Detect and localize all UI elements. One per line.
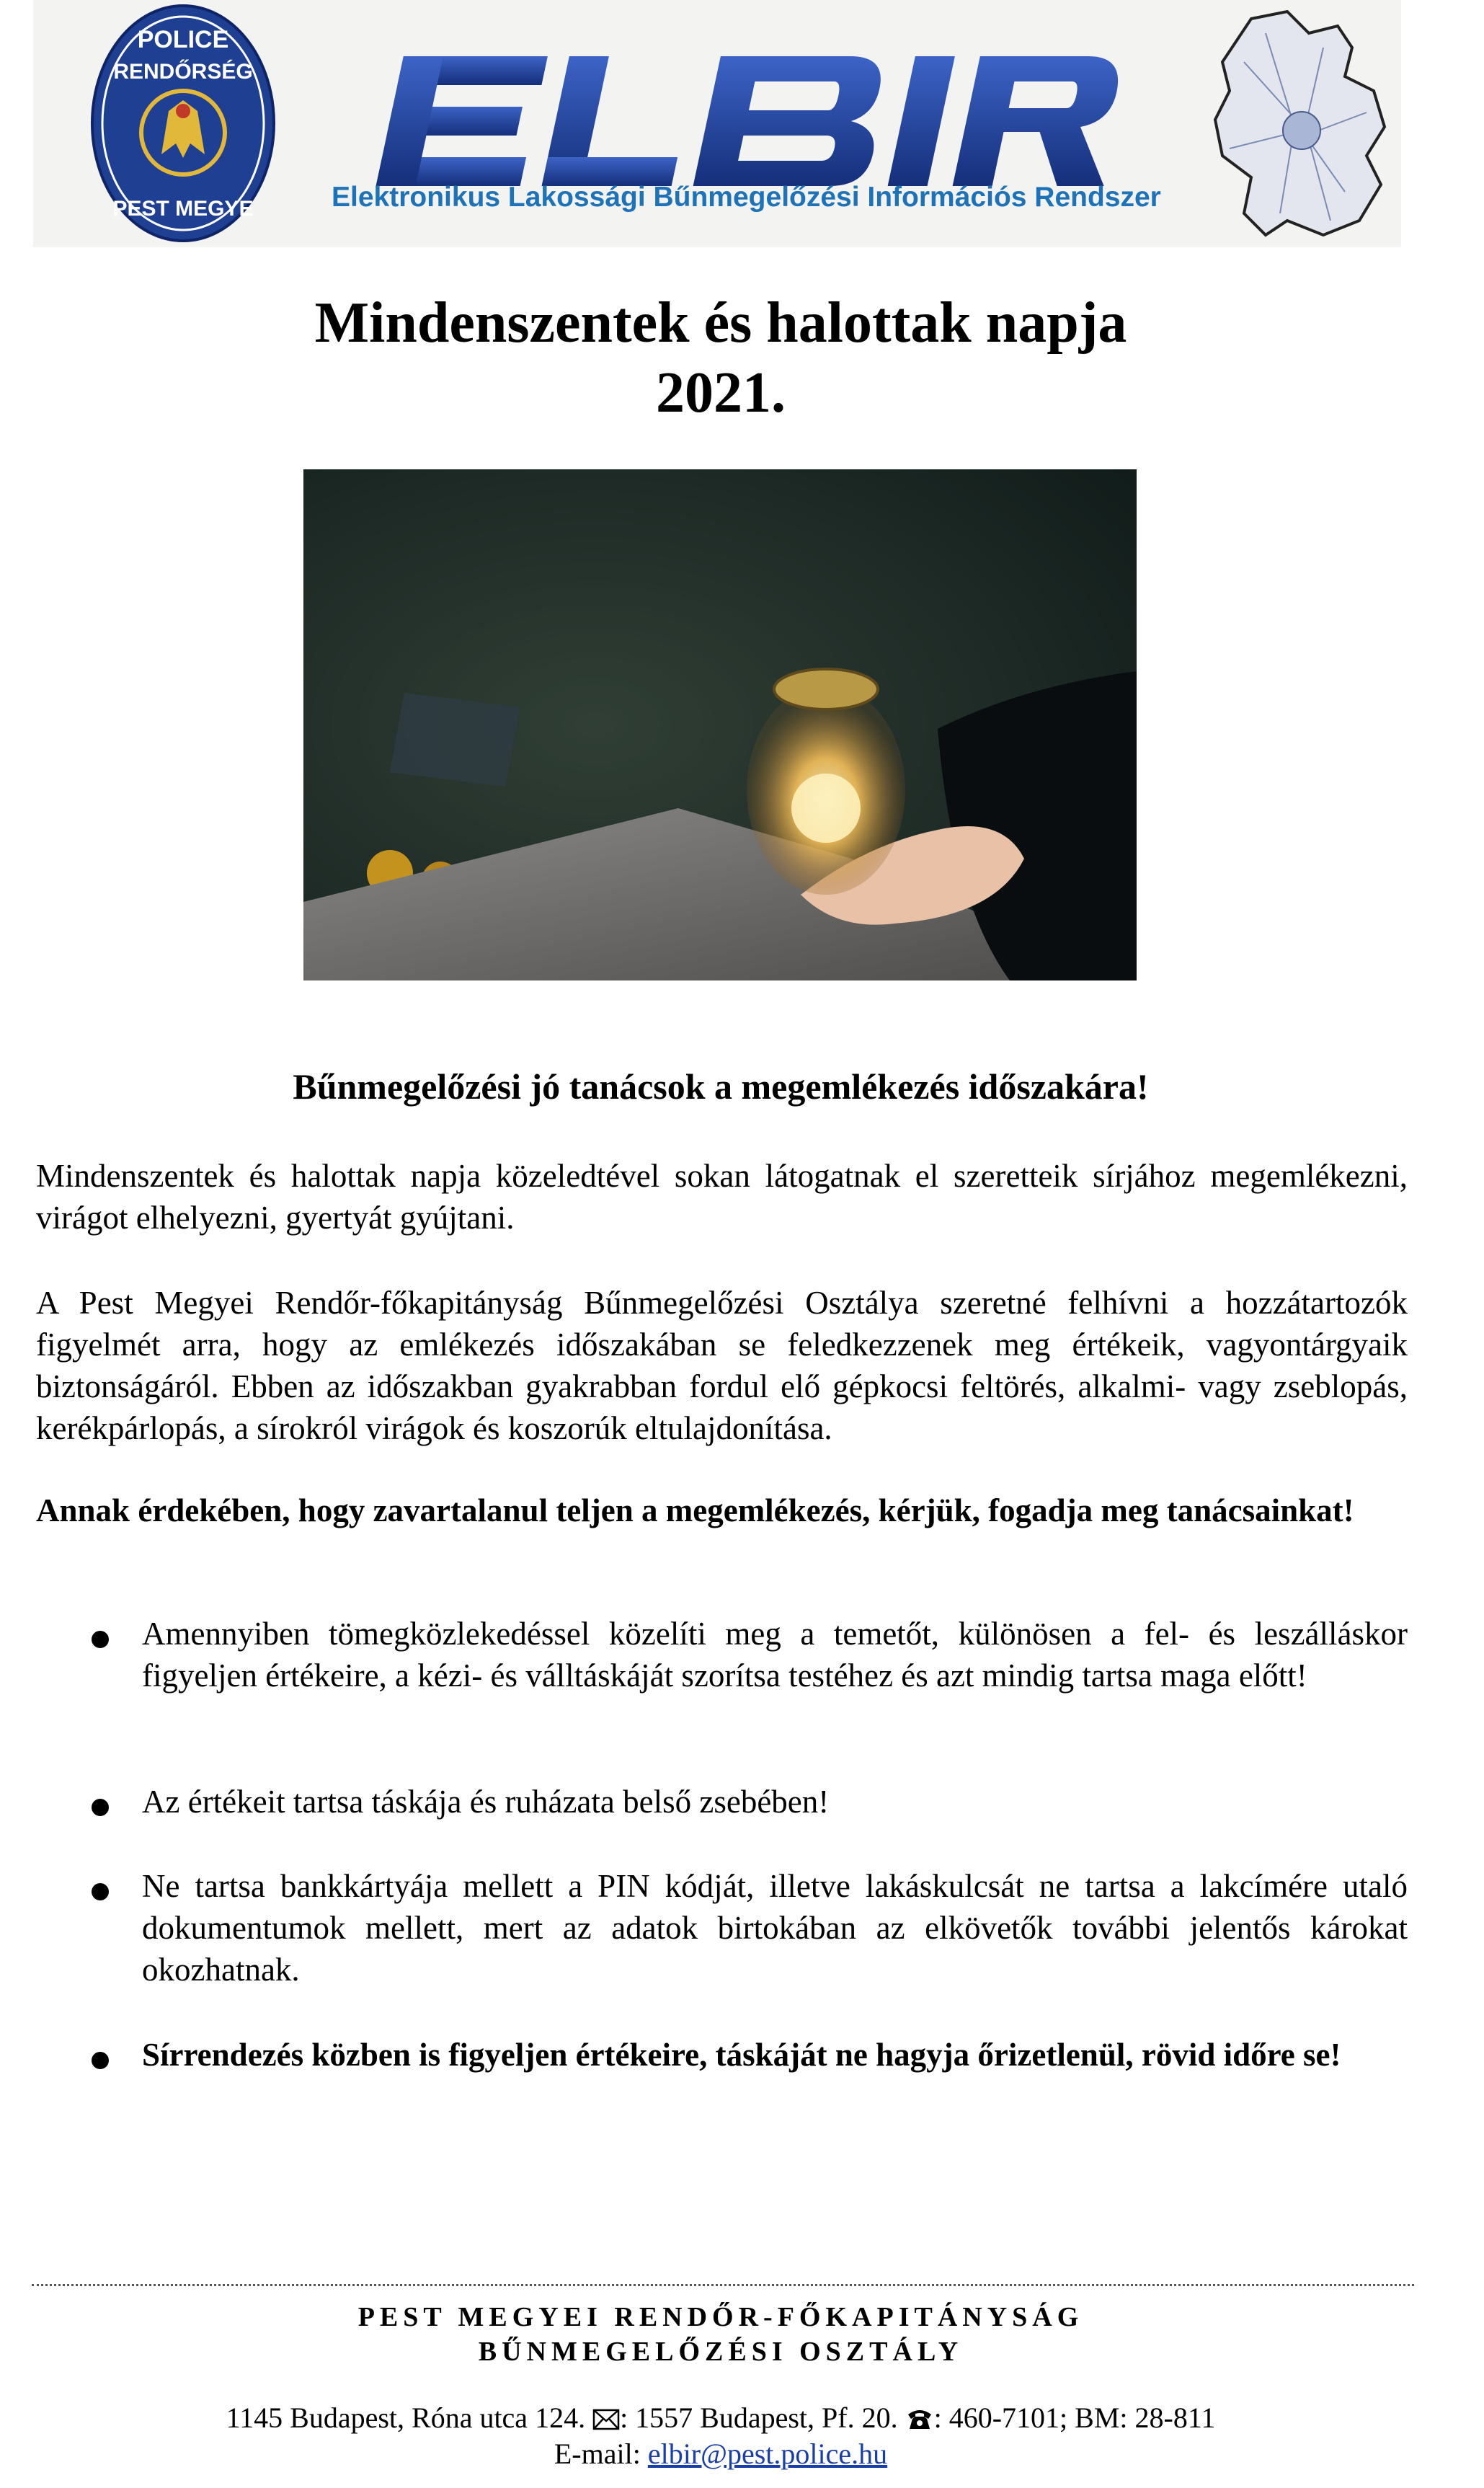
bullet-item: Sírrendezés közben is figyeljen értékeire, táskáját ne hagyja őrizetlenül, rövid időre se! xyxy=(142,2037,1341,2073)
footer-phone: : 460-7101; BM: 28-811 xyxy=(933,2401,1216,2434)
bullet-marker xyxy=(92,2052,109,2069)
footer-address: 1145 Budapest, Róna utca 124. xyxy=(226,2401,586,2434)
page-title: Mindenszentek és halottak napja xyxy=(314,291,1127,355)
intro-paragraph: Mindenszentek és halottak napja közeledtével sokan látogatnak el szeretteik sírjához megemlékezni, virágot elhelyezni, gyertyát gyújtani. xyxy=(36,1158,1408,1236)
svg-text:PEST MEGYE: PEST MEGYE xyxy=(112,197,254,221)
footer-divider xyxy=(32,2284,1414,2286)
candle-photo xyxy=(303,469,1137,980)
page-title-year: 2021. xyxy=(656,361,786,425)
svg-text:POLICE: POLICE xyxy=(137,26,229,53)
bullet-item: Amennyiben tömegközlekedéssel közelíti meg a temetőt, különösen a fel- és leszálláskor figyeljen értékeire, a kézi- és válltáskáját szorítsa testéhez és azt mindig tartsa maga előtt! xyxy=(142,1616,1408,1694)
bullet-marker xyxy=(92,1799,109,1816)
bullet-marker xyxy=(92,1631,109,1648)
bullet-marker xyxy=(92,1883,109,1900)
elbir-wordmark-logo xyxy=(362,49,1119,193)
bullet-item: Ne tartsa bankkártyája mellett a PIN kódját, illetve lakáskulcsát ne tartsa a lakcímére utaló dokumentumok mellett, mert az adatok birtokában az elkövetők további jelentős károkat okozhatnak. xyxy=(142,1868,1408,1988)
email-link[interactable]: elbir@pest.police.hu xyxy=(647,2438,888,2470)
footer-department: BŰNMEGELŐZÉSI OSZTÁLY xyxy=(478,2337,964,2367)
footer-email-line xyxy=(0,2437,1441,2471)
footer-postal: : 1557 Budapest, Pf. 20. xyxy=(620,2401,898,2434)
section-heading: Bűnmegelőzési jó tanácsok a megemlékezés időszakára! xyxy=(293,1066,1149,1107)
envelope-icon xyxy=(592,2409,620,2430)
telephone-icon xyxy=(905,2407,934,2430)
footer-org-name: PEST MEGYEI RENDŐR-FŐKAPITÁNYSÁG xyxy=(357,2302,1084,2332)
footer-email-label: E-mail: xyxy=(554,2438,648,2470)
svg-text:RENDŐRSÉG: RENDŐRSÉG xyxy=(113,60,253,84)
bullet-item: Az értékeit tartsa táskája és ruházata belső zsebében! xyxy=(142,1784,830,1820)
header-banner xyxy=(33,0,1401,247)
logo-subtitle: Elektronikus Lakossági Bűnmegelőzési Információs Rendszer xyxy=(332,182,1161,213)
pest-county-map-icon xyxy=(1201,4,1403,246)
body-paragraph: A Pest Megyei Rendőr-főkapitányság Bűnmegelőzési Osztálya szeretné felhívni a hozzátartozók figyelmét arra, hogy az emlékezés időszakában se feledkezzenek meg értékeik, vagyontárgyaik biztonságáról. Ebben az időszakban gyakrabban fordul elő gépkocsi feltörés, alkalmi- vagy zseblopás, kerékpárlopás, a sírokról virágok és koszorúk eltulajdonítása. xyxy=(36,1285,1408,1446)
footer-address-line xyxy=(0,2401,1441,2435)
appeal-paragraph: Annak érdekében, hogy zavartalanul teljen a megemlékezés, kérjük, fogadja meg tanácsainkat! xyxy=(36,1492,1354,1528)
police-badge-logo xyxy=(89,3,277,244)
